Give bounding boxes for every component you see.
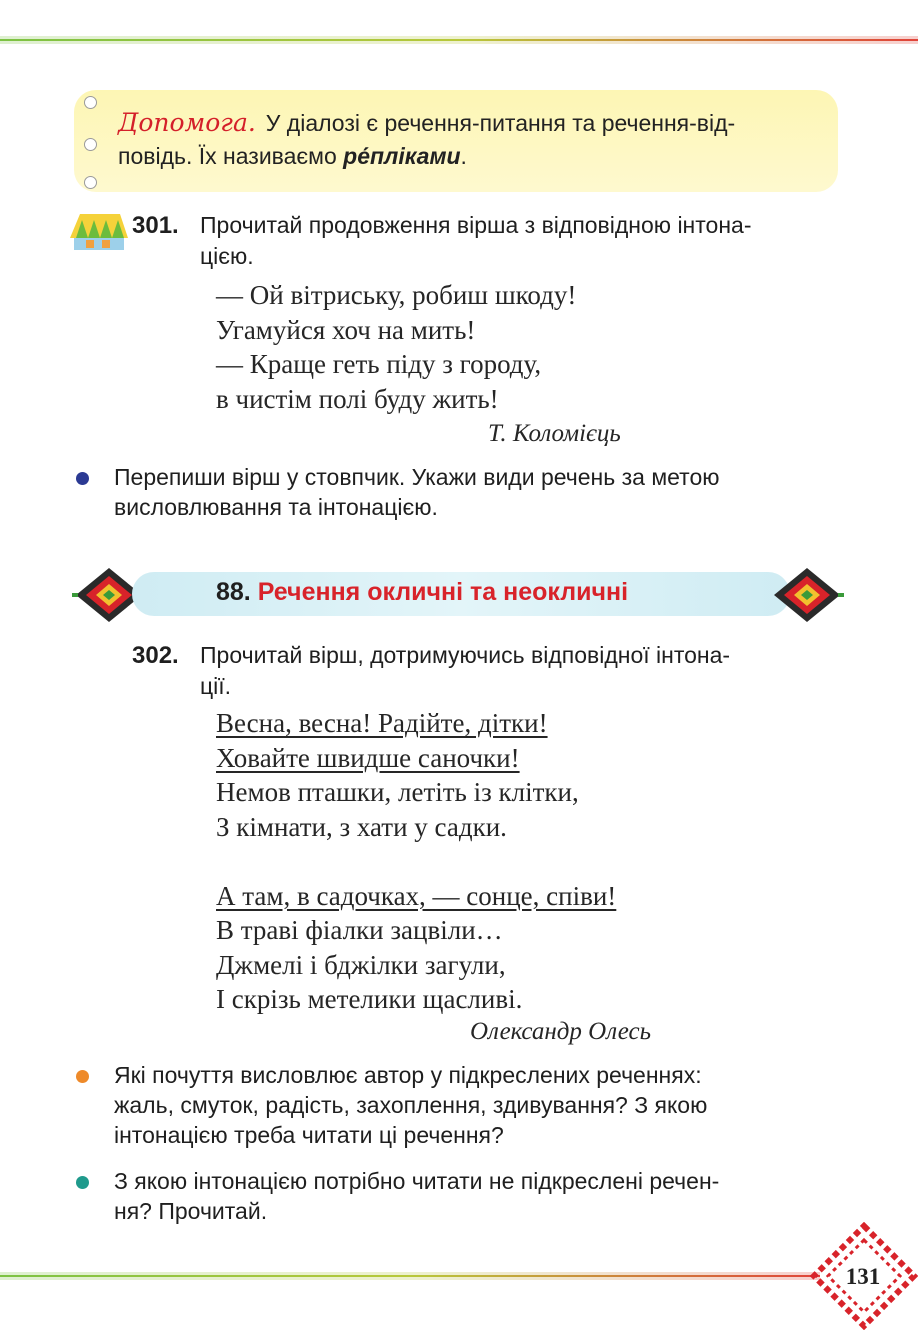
ring-icon (84, 96, 97, 109)
help-line-1: У діалозі є речення-питання та речення-від- (265, 110, 736, 136)
question-line: Які почуття висловлює автор у підкреслених реченнях: (114, 1062, 702, 1088)
ring-icon (84, 138, 97, 151)
embroidery-ornament-right-icon (770, 566, 844, 624)
task-line: Перепиши вірш у стовпчик. Укажи види речень за метою (114, 464, 720, 490)
exercise-302-instruction (200, 640, 840, 702)
exercise-301-instruction (200, 210, 840, 272)
help-text (118, 106, 828, 173)
exercise-number-302: 302. (132, 642, 179, 669)
poem-line-underlined: Ховайте швидше саночки! (216, 742, 520, 773)
poem-line-underlined: А там, в садочках, — сонце, співи! (216, 880, 617, 911)
question-line: жаль, смуток, радість, захоплення, здивування? З якою (114, 1092, 708, 1118)
exercise-number-301: 301. (132, 212, 179, 239)
poem-line-underlined: Весна, весна! Радійте, дітки! (216, 708, 548, 738)
author-301: Т. Коломієць (488, 420, 621, 447)
section-heading: Речення окличні та неокличні (257, 578, 629, 606)
page-number: 131 (845, 1264, 881, 1289)
question-2 (114, 1166, 840, 1226)
section-title (216, 578, 628, 607)
poem-line: В траві фіалки зацвіли… (216, 915, 503, 945)
stanza-break (216, 844, 616, 879)
poem-line: З кімнати, з хати у садки. (216, 811, 507, 842)
question-line: інтонацією треба читати ці речення? (114, 1122, 504, 1148)
poem-302 (216, 706, 616, 1017)
question-line: ня? Прочитай. (114, 1198, 268, 1224)
instruction-line: ції. (200, 673, 232, 699)
task-301 (114, 462, 840, 522)
help-term: ре́пліками (343, 143, 461, 169)
task-line: висловлювання та інтонацією. (114, 494, 438, 520)
question-line: З якою інтонацією потрібно читати не підкреслені речен- (114, 1168, 720, 1194)
poem-line: в чистім полі буду жить! (216, 383, 499, 414)
section-number: 88. (216, 578, 251, 606)
poem-line: Немов пташки, летіть із клітки, (216, 777, 579, 807)
poem-line: — Краще геть піду з городу, (216, 349, 542, 379)
house-icon (66, 208, 132, 250)
question-1 (114, 1060, 840, 1150)
bullet-orange-icon (76, 1070, 89, 1083)
poem-line: — Ой вітриську, робиш шкоду! (216, 280, 577, 310)
author-302: Олександр Олесь (470, 1018, 651, 1045)
poem-301 (216, 278, 576, 416)
poem-line: І скрізь метелики щасливі. (216, 984, 523, 1014)
bullet-blue-icon (76, 472, 89, 485)
instruction-line: Прочитай вірш, дотримуючись відповідної інтона- (200, 642, 731, 668)
bottom-decorative-border (0, 1272, 820, 1280)
help-period: . (460, 143, 467, 169)
ring-icon (84, 176, 97, 189)
help-label: Допомога. (118, 108, 256, 137)
instruction-line: цією. (200, 243, 254, 269)
poem-line: Угамуйся хоч на мить! (216, 314, 476, 345)
help-line-2: повідь. Їх називаємо (118, 143, 344, 169)
bullet-teal-icon (76, 1176, 89, 1189)
instruction-line: Прочитай продовження вірша з відповідною інтона- (200, 212, 752, 238)
top-decorative-border (0, 36, 918, 44)
poem-line: Джмелі і бджілки загули, (216, 949, 506, 980)
